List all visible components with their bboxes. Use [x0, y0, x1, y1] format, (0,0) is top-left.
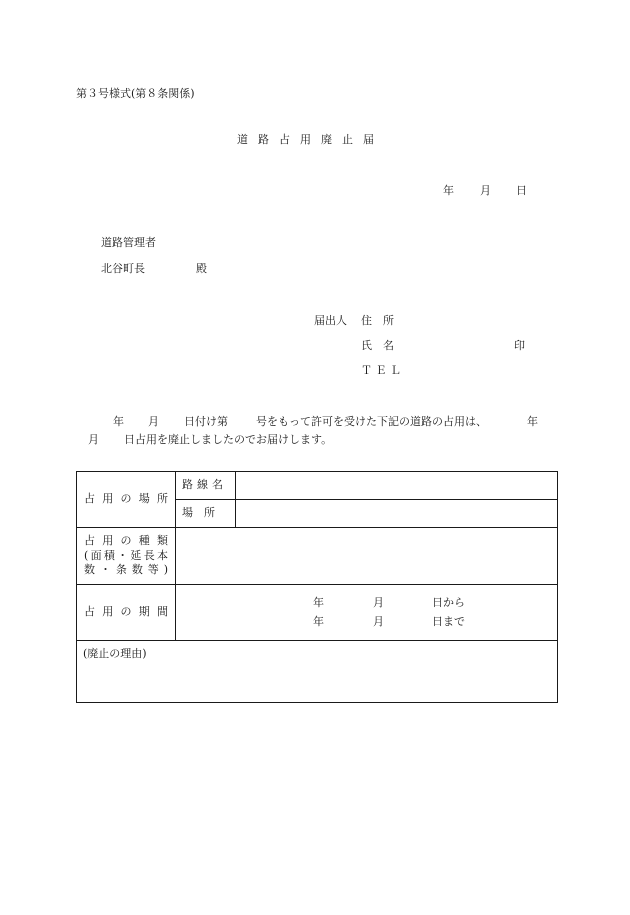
applicant-label: 届出人: [314, 314, 347, 327]
applicant-name-label: 氏 名: [361, 339, 394, 352]
date-day: 日: [516, 184, 527, 197]
place-field[interactable]: [236, 500, 558, 528]
form-number: 第３号様式(第８条関係): [76, 87, 195, 100]
honorific: 殿: [196, 262, 207, 275]
period-from-month: 月: [373, 596, 384, 609]
route-field[interactable]: [236, 472, 558, 500]
period-label: 占用の期間: [77, 585, 176, 641]
statement-year-2: 年: [527, 415, 538, 428]
statement-text-3: 日占用を廃止しましたのでお届けします。: [124, 433, 333, 446]
place-label: 場 所: [176, 500, 236, 528]
statement-month: 月: [148, 415, 159, 428]
seal-mark: 印: [514, 339, 525, 352]
period-to-day: 日まで: [432, 615, 465, 628]
statement-text-2: 号をもって許可を受けた下記の道路の占用は、: [256, 415, 487, 428]
statement-month-2: 月: [88, 433, 99, 446]
type-label-line-1: 占用の種類: [84, 533, 168, 547]
reason-label: (廃止の理由): [83, 647, 147, 660]
period-from-year: 年: [313, 596, 324, 609]
date-month: 月: [480, 184, 491, 197]
type-label: [77, 528, 176, 585]
document-title: 道路占用廃止届: [237, 133, 384, 146]
occupancy-table: [76, 471, 558, 703]
type-field[interactable]: [176, 528, 558, 585]
period-to-month: 月: [373, 615, 384, 628]
period-from-day: 日から: [432, 596, 465, 609]
location-label: 占用の場所: [77, 472, 176, 528]
applicant-tel-label: Ｔ Ｅ Ｌ: [361, 364, 401, 377]
statement-text-1: 日付け第: [184, 415, 228, 428]
period-field[interactable]: [176, 585, 558, 641]
addressee-name: 北谷町長: [101, 262, 145, 275]
date-year: 年: [443, 184, 454, 197]
applicant-address-label: 住 所: [361, 314, 394, 327]
statement-year: 年: [113, 415, 124, 428]
type-label-line-3: 数・条数等): [84, 563, 168, 577]
reason-field[interactable]: [77, 641, 558, 703]
period-to-year: 年: [313, 615, 324, 628]
type-label-line-2: (面積・延長本: [84, 548, 168, 562]
addressee-title: 道路管理者: [101, 236, 156, 249]
route-label: 路線名: [176, 472, 236, 500]
